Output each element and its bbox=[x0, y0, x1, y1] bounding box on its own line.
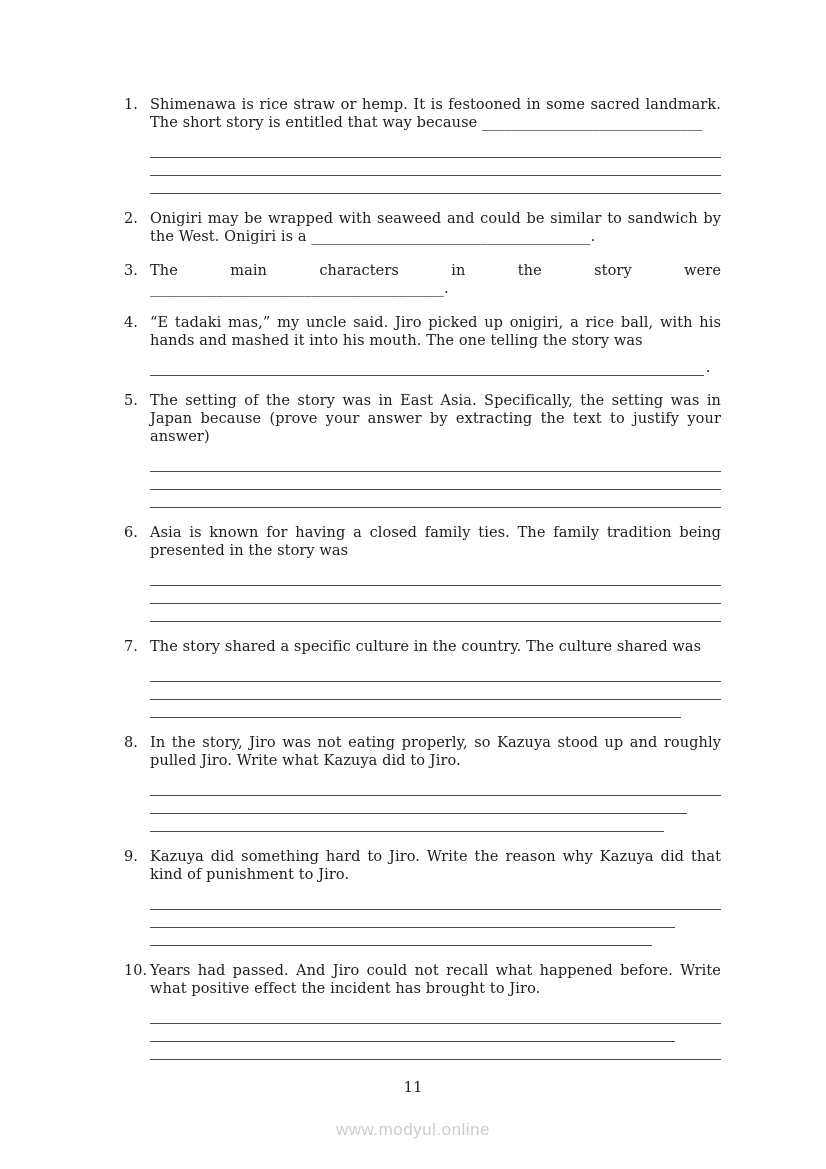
answer-blank-line bbox=[150, 927, 652, 946]
answer-blank-row bbox=[150, 682, 721, 700]
answer-blank-line bbox=[150, 357, 704, 376]
question-text: The main characters in the story were ________________________________________. bbox=[150, 263, 721, 297]
question-text: Asia is known for having a closed family ties. The family tradition being presented in the story was bbox=[150, 525, 721, 559]
question-item bbox=[124, 314, 721, 376]
answer-blank-row bbox=[150, 586, 721, 604]
question-number: 5. bbox=[124, 393, 138, 409]
blank-suffix: . bbox=[705, 360, 711, 376]
question-text: Years had passed. And Jiro could not recall what happened before. Write what positive effect the incident has brought to Jiro. bbox=[150, 963, 721, 997]
answer-blank-line bbox=[150, 175, 721, 194]
answer-blank-row bbox=[150, 796, 721, 814]
question-text: Shimenawa is rice straw or hemp. It is festooned in some sacred landmark. The short story is entitled that way because ______________________________ bbox=[150, 97, 721, 131]
answer-blank-row bbox=[150, 1042, 721, 1060]
answer-blank-line bbox=[150, 603, 721, 622]
question-body bbox=[150, 524, 721, 622]
question-body bbox=[150, 392, 721, 508]
question-number: 6. bbox=[124, 525, 138, 541]
answer-blank-line bbox=[150, 891, 721, 910]
watermark: www.modyul.online bbox=[335, 1120, 490, 1139]
answer-blank-line bbox=[150, 139, 721, 158]
question-body bbox=[150, 96, 721, 194]
answer-blank-row bbox=[150, 1006, 721, 1024]
answer-blank-row bbox=[150, 892, 721, 910]
answer-blank-row bbox=[150, 454, 721, 472]
answer-blank-line bbox=[150, 1023, 675, 1042]
question-item bbox=[124, 210, 721, 246]
question-body bbox=[150, 314, 721, 376]
answer-blank-line bbox=[150, 471, 721, 490]
answer-blank-row bbox=[150, 604, 721, 622]
question-item bbox=[124, 96, 721, 194]
question-text: In the story, Jiro was not eating properly, so Kazuya stood up and roughly pulled Jiro. Write what Kazuya did to Jiro. bbox=[150, 735, 721, 769]
question-number: 7. bbox=[124, 639, 138, 655]
answer-blank-row bbox=[150, 472, 721, 490]
answer-blank-line bbox=[150, 795, 687, 814]
answer-blank-row bbox=[150, 140, 721, 158]
answer-blank-line bbox=[150, 681, 721, 700]
answer-blank-row bbox=[150, 176, 721, 194]
question-number: 3. bbox=[124, 263, 138, 279]
question-text: Kazuya did something hard to Jiro. Write the reason why Kazuya did that kind of punishment to Jiro. bbox=[150, 849, 721, 883]
question-body bbox=[150, 262, 721, 298]
question-item bbox=[124, 962, 721, 1060]
answer-blank-row bbox=[150, 664, 721, 682]
question-item bbox=[124, 262, 721, 298]
answer-blank-line bbox=[150, 909, 675, 928]
answer-blank-row bbox=[150, 568, 721, 586]
question-body bbox=[150, 962, 721, 1060]
answer-blank-line bbox=[150, 777, 721, 796]
answer-blank-row bbox=[150, 1024, 721, 1042]
page-number: 11 bbox=[403, 1078, 423, 1096]
answer-blank-row bbox=[150, 700, 721, 718]
answer-blank-row bbox=[150, 490, 721, 508]
question-text: “E tadaki mas,” my uncle said. Jiro picked up onigiri, a rice ball, with his hands and mashed it into his mouth. The one telling the story was bbox=[150, 315, 721, 349]
question-item bbox=[124, 734, 721, 832]
question-text: Onigiri may be wrapped with seaweed and could be similar to sandwich by the West. Onigiri is a ______________________________________. bbox=[150, 211, 721, 245]
question-number: 1. bbox=[124, 97, 138, 113]
answer-blank-line bbox=[150, 1041, 721, 1060]
question-number: 9. bbox=[124, 849, 138, 865]
question-body bbox=[150, 638, 721, 718]
question-body bbox=[150, 734, 721, 832]
answer-blank-line bbox=[150, 157, 721, 176]
answer-blank-line bbox=[150, 489, 721, 508]
answer-blank-line bbox=[150, 567, 721, 586]
answer-blank-row bbox=[150, 910, 721, 928]
question-body bbox=[150, 210, 721, 246]
answer-blank-line bbox=[150, 813, 664, 832]
answer-blank-row bbox=[150, 778, 721, 796]
question-item bbox=[124, 524, 721, 622]
answer-blank-row bbox=[150, 358, 721, 376]
question-text: The story shared a specific culture in the country. The culture shared was bbox=[150, 639, 702, 655]
question-number: 4. bbox=[124, 315, 138, 331]
answer-blank-line bbox=[150, 699, 681, 718]
question-item bbox=[124, 638, 721, 718]
answer-blank-row bbox=[150, 158, 721, 176]
answer-blank-row bbox=[150, 814, 721, 832]
answer-blank-line bbox=[150, 1005, 721, 1024]
question-item bbox=[124, 392, 721, 508]
question-body bbox=[150, 848, 721, 946]
question-list bbox=[124, 96, 721, 1076]
answer-blank-line bbox=[150, 663, 721, 682]
question-item bbox=[124, 848, 721, 946]
question-text: The setting of the story was in East Asia. Specifically, the setting was in Japan because (prove your answer by extracting the text to justify your answer) bbox=[150, 393, 721, 445]
question-number: 2. bbox=[124, 211, 138, 227]
answer-blank-row bbox=[150, 928, 721, 946]
question-number: 8. bbox=[124, 735, 138, 751]
answer-blank-line bbox=[150, 453, 721, 472]
answer-blank-line bbox=[150, 585, 721, 604]
question-number: 10. bbox=[124, 963, 148, 979]
